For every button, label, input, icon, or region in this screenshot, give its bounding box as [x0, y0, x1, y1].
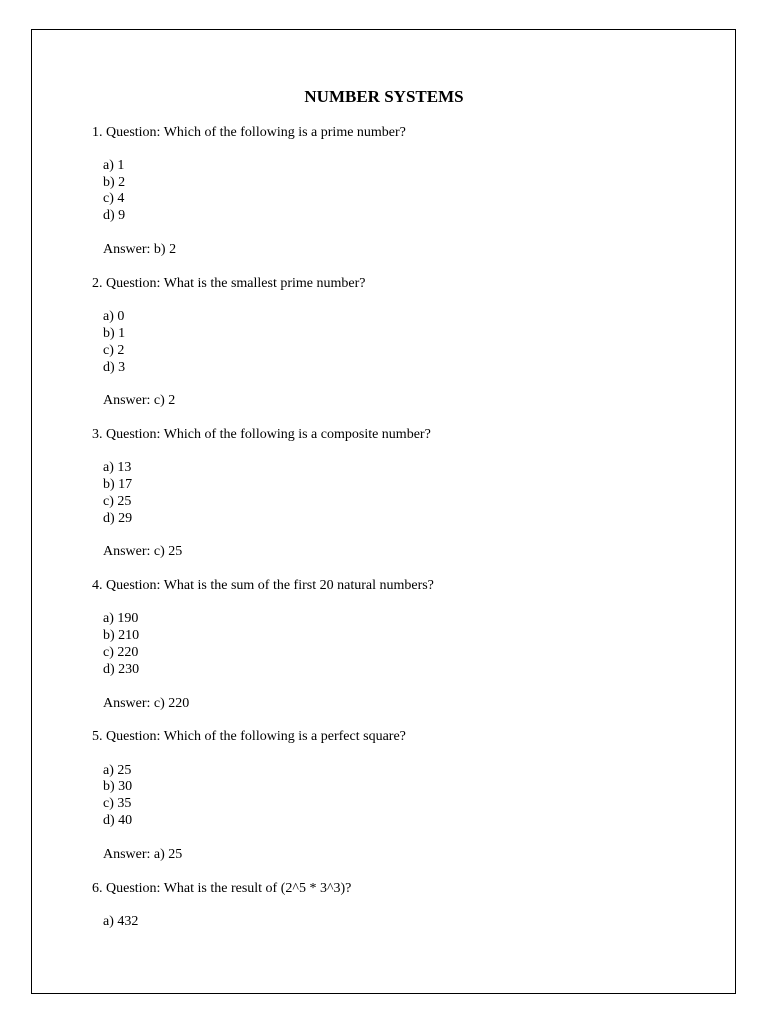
question-6-text: 6. Question: What is the result of (2^5 * 3^3)?	[92, 881, 352, 896]
question-4-option-c: c) 220	[103, 645, 139, 660]
question-3-option-a: a) 13	[103, 460, 132, 475]
question-1-option-b: b) 2	[103, 175, 126, 190]
question-4-option-a: a) 190	[103, 611, 139, 626]
question-4-option-d: d) 230	[103, 662, 140, 677]
question-4-answer: Answer: c) 220	[103, 696, 190, 711]
question-1-option-d: d) 9	[103, 208, 126, 223]
question-4-option-b: b) 210	[103, 628, 140, 643]
question-1-answer: Answer: b) 2	[103, 242, 177, 257]
question-2-option-a: a) 0	[103, 309, 125, 324]
question-4-text: 4. Question: What is the sum of the first 20 natural numbers?	[92, 578, 434, 593]
question-2-option-d: d) 3	[103, 360, 126, 375]
question-3-answer: Answer: c) 25	[103, 544, 183, 559]
question-6-option-a: a) 432	[103, 914, 139, 929]
question-5-option-b: b) 30	[103, 779, 133, 794]
question-1-option-a: a) 1	[103, 158, 125, 173]
question-2-answer: Answer: c) 2	[103, 393, 176, 408]
question-5-answer: Answer: a) 25	[103, 847, 183, 862]
question-5-text: 5. Question: Which of the following is a perfect square?	[92, 729, 406, 744]
question-3-option-c: c) 25	[103, 494, 132, 509]
question-5-option-d: d) 40	[103, 813, 133, 828]
question-1-option-c: c) 4	[103, 191, 125, 206]
question-5-option-c: c) 35	[103, 796, 132, 811]
question-3-option-b: b) 17	[103, 477, 133, 492]
question-3-option-d: d) 29	[103, 511, 133, 526]
question-1-text: 1. Question: Which of the following is a prime number?	[92, 125, 406, 140]
question-5-option-a: a) 25	[103, 763, 132, 778]
question-3-text: 3. Question: Which of the following is a composite number?	[92, 427, 431, 442]
question-2-option-b: b) 1	[103, 326, 126, 341]
question-2-text: 2. Question: What is the smallest prime number?	[92, 276, 366, 291]
document-title: NUMBER SYSTEMS	[304, 87, 464, 106]
question-2-option-c: c) 2	[103, 343, 125, 358]
